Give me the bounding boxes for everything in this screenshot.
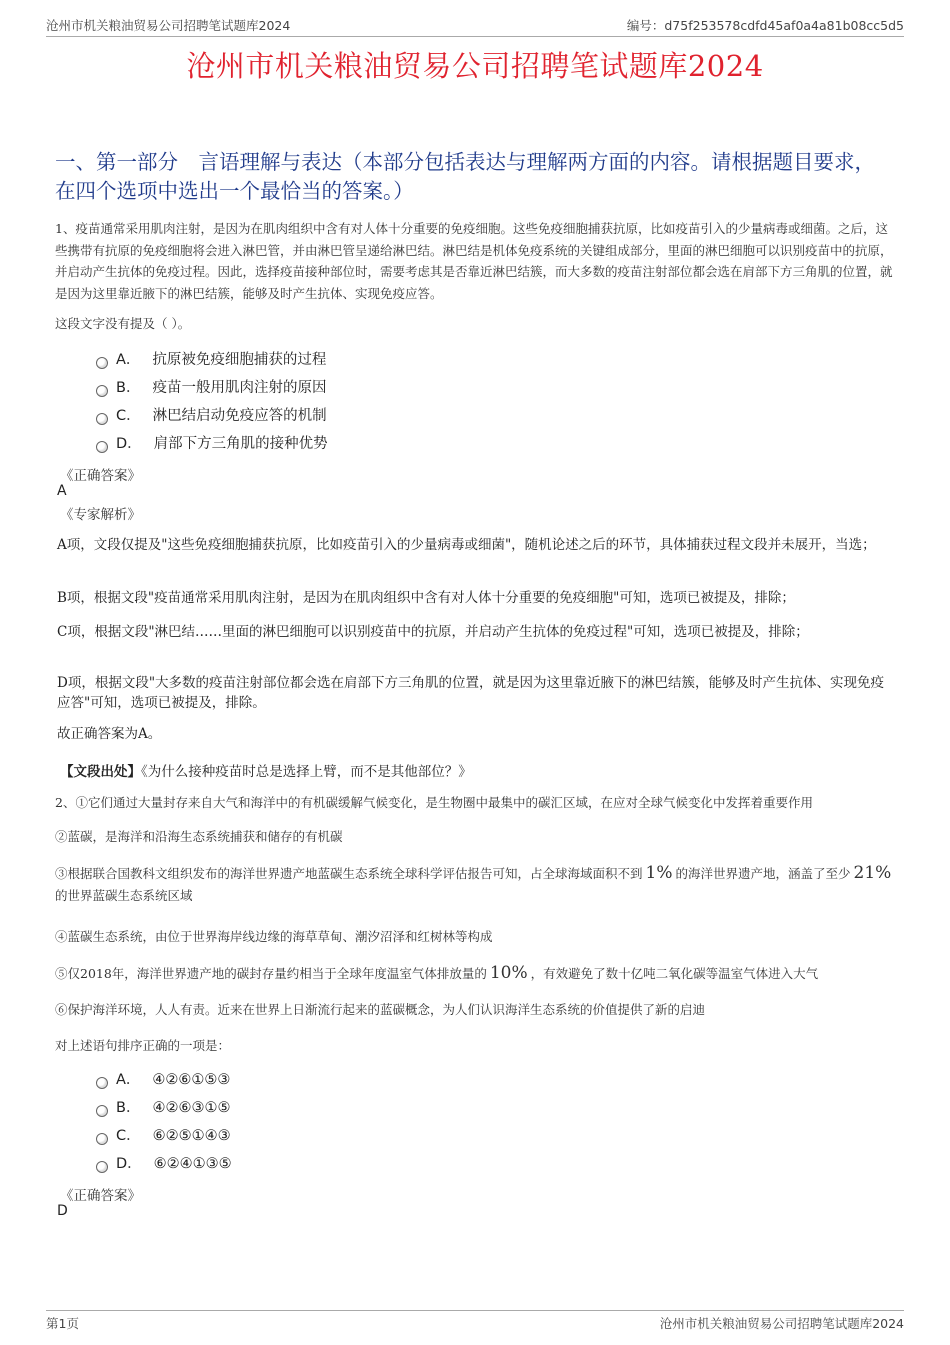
analysis-a: A项，文段仅提及"这些免疫细胞捕获抗原，比如疫苗引入的少量病毒或细菌"，随机论述之后的环节，具体捕获过程文段并未展开，当选；: [57, 537, 876, 553]
radio-icon[interactable]: [96, 413, 108, 425]
page-title: 沧州市机关粮油贸易公司招聘笔试题库2024: [186, 49, 764, 83]
q2-sentence-5: ⑤仅2018年，海洋世界遗产地的碳封存量约相当于全球年度温室气体排放量的 10% ，有效避免了数十亿吨二氧化碳等温室气体进入大气: [55, 963, 819, 983]
percent-2: 21%: [853, 863, 892, 883]
page-footer: [46, 1310, 904, 1333]
analysis-label: 《专家解析》: [60, 507, 141, 523]
radio-icon[interactable]: [96, 1105, 108, 1117]
answer-value: A: [57, 483, 67, 499]
radio-icon[interactable]: [96, 357, 108, 369]
option-a[interactable]: A． 抗原被免疫细胞捕获的过程: [96, 346, 328, 374]
section-title: 一、第一部分 言语理解与表达（本部分包括表达与理解两方面的内容。请根据题目要求，在四个选项中选出一个最恰当的答案。）: [55, 150, 875, 203]
analysis-b: B项，根据文段"疫苗通常采用肌肉注射，是因为在肌肉组织中含有对人体十分重要的免疫细胞"可知，选项已被提及，排除；: [57, 590, 795, 606]
option-b[interactable]: B． ④②⑥③①⑤: [96, 1094, 232, 1122]
question-1-text: 1、疫苗通常采用肌肉注射，是因为在肌肉组织中含有对人体十分重要的免疫细胞。这些免疫细胞捕获抗原，比如疫苗引入的少量病毒或细菌。之后，这些携带有抗原的免疫细胞将会进入淋巴管，并由淋巴管呈递给淋巴结。淋巴结是机体免疫系统的关键组成部分，里面的淋巴细胞可以识别疫苗中的抗原，并启动产生抗体的免疫过程。因此，选择疫苗接种部位时，需要考虑其是否靠近淋巴结簇，而大多数的疫苗注射部位都会选在肩部下方三角肌的位置，就是因为这里靠近腋下的淋巴结簇，能够及时产生抗体、实现免疫应答。: [55, 221, 893, 301]
source-title: 《为什么接种疫苗时总是选择上臂，而不是其他部位？》: [141, 764, 472, 780]
q2-sentence-4: ④蓝碳生态系统，由位于世界海岸线边缘的海草草甸、潮汐沼泽和红树林等构成: [55, 929, 493, 944]
header-doc-id: 编号：d75f253578cdfd45af0a4a81b08cc5d5: [626, 18, 904, 33]
footer-doc-title: 沧州市机关粮油贸易公司招聘笔试题库2024: [659, 1316, 904, 1331]
option-a[interactable]: A． ④②⑥①⑤③: [96, 1066, 232, 1094]
percent-1: 1%: [645, 863, 673, 883]
question-1-prompt: 这段文字没有提及（ ）。: [55, 316, 191, 331]
q2-prompt: 对上述语句排序正确的一项是：: [55, 1038, 231, 1053]
q2-sentence-6: ⑥保护海洋环境，人人有责。近来在世界上日渐流行起来的蓝碳概念，为人们认识海洋生态系统的价值提供了新的启迪: [55, 1002, 706, 1017]
radio-icon[interactable]: [96, 441, 108, 453]
q2-sentence-2: ②蓝碳，是海洋和沿海生态系统捕获和储存的有机碳: [55, 829, 343, 844]
q2-sentence-1: 2、①它们通过大量封存来自大气和海洋中的有机碳缓解气候变化，是生物圈中最集中的碳汇区域，在应对全球气候变化中发挥着重要作用: [55, 795, 813, 810]
option-c[interactable]: C． 淋巴结启动免疫应答的机制: [96, 402, 328, 430]
analysis-conclusion: 故正确答案为A。: [57, 726, 162, 742]
radio-icon[interactable]: [96, 385, 108, 397]
radio-icon[interactable]: [96, 1133, 108, 1145]
option-b[interactable]: B． 疫苗一般用肌肉注射的原因: [96, 374, 328, 402]
source-line: [60, 760, 895, 780]
answer-value-2: D: [57, 1203, 68, 1219]
option-d[interactable]: D． 肩部下方三角肌的接种优势: [96, 430, 328, 458]
answer-label-2: 《正确答案》: [60, 1188, 141, 1204]
analysis-c: C项，根据文段"淋巴结……里面的淋巴细胞可以识别疫苗中的抗原，并启动产生抗体的免疫过程"可知，选项已被提及，排除；: [57, 624, 809, 640]
page-header: [46, 14, 904, 37]
question-1-options: [96, 346, 328, 458]
option-c[interactable]: C． ⑥②⑤①④③: [96, 1122, 232, 1150]
analysis-d: D项，根据文段"大多数的疫苗注射部位都会选在肩部下方三角肌的位置，就是因为这里靠近腋下的淋巴结簇，能够及时产生抗体、实现免疫应答"可知，选项已被提及，排除。: [57, 675, 885, 711]
header-doc-title: 沧州市机关粮油贸易公司招聘笔试题库2024: [46, 18, 291, 33]
page-number: 第1页: [46, 1316, 79, 1331]
option-d[interactable]: D． ⑥②④①③⑤: [96, 1150, 232, 1178]
radio-icon[interactable]: [96, 1161, 108, 1173]
percent-3: 10%: [489, 963, 528, 983]
radio-icon[interactable]: [96, 1077, 108, 1089]
question-2-options: [96, 1066, 232, 1178]
q2-sentence-3: ③根据联合国教科文组织发布的海洋世界遗产地蓝碳生态系统全球科学评估报告可知，占全球海域面积不到 1% 的海洋世界遗产地，涵盖了至少 21%的世界蓝碳生态系统区域: [55, 863, 892, 903]
source-label: 【文段出处】: [60, 764, 141, 780]
answer-label: 《正确答案》: [60, 468, 141, 484]
